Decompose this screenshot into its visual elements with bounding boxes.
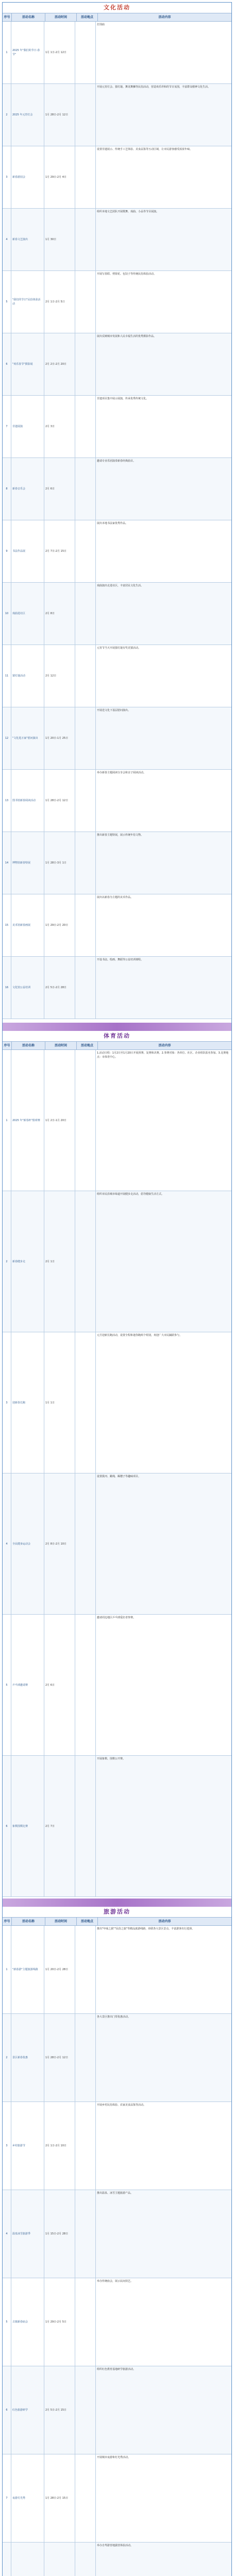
table-row [3, 22, 231, 84]
row-number: 5 [3, 2278, 11, 2366]
activity-time: 1月 20日-1月 25日 [44, 707, 75, 769]
activity-place [75, 2014, 96, 2102]
activity-content: 元旦迎新长跑活动，设置全程和迷你跑两个组别，欢迎广大市民踊跃参与。 [97, 1334, 182, 1337]
row-number: 1 [3, 1926, 11, 2013]
activity-place [75, 832, 96, 894]
header-time: 活动时间 [45, 1918, 77, 1925]
section-2 [3, 1899, 231, 2576]
activity-content: 打围庙 [97, 23, 105, 26]
header-name: 活动名称 [12, 1918, 45, 1925]
activity-content: 组织本地文艺团队开展歌舞、戏曲、小品等节目展演。 [97, 210, 159, 213]
activity-content: 组织市民沿城市绿道开展健步走活动，倡导健康生活方式。 [97, 1193, 164, 1196]
table-row [3, 2366, 231, 2454]
activity-place [75, 146, 96, 208]
row-number: 13 [3, 770, 11, 832]
activity-time: 2月 8日 [44, 583, 75, 645]
table-row [3, 1473, 231, 1615]
activity-time: 1月 28日-2月 12日 [44, 84, 75, 146]
row-number: 3 [3, 1332, 11, 1473]
table-row [3, 209, 231, 271]
table-row [3, 333, 231, 396]
activity-place [75, 396, 96, 457]
activity-name: "我们的节日"民俗体验活动 [11, 271, 44, 333]
table-row [3, 520, 231, 583]
activity-content: 开展元宵灯会、猜灯谜、舞龙舞狮等民俗活动，营造欢乐祥和的节日氛围，丰富群众精神文化生活。 [97, 86, 211, 89]
activity-place [75, 770, 96, 832]
activity-time: 1月 1日 [44, 1332, 75, 1473]
activity-name: 2025 年元宵灯会 [11, 84, 44, 146]
table-body [3, 1050, 231, 1897]
row-number: 5 [3, 1615, 11, 1755]
row-number: 7 [3, 2454, 11, 2542]
activity-name: 景区新春优惠 [11, 2014, 44, 2102]
activity-time: 2月 8日-2月 10日 [44, 1473, 75, 1614]
activity-place [75, 645, 96, 707]
table-row [3, 2102, 231, 2190]
activity-time: 2月 5日-2月 15日 [44, 2366, 75, 2454]
activity-content: 开展写春联、剪窗花、包饺子等传统民俗体验活动。 [97, 273, 157, 276]
activity-content: 举办自驾游营地露营体验活动。 [97, 2544, 133, 2547]
header-content: 活动内容 [158, 1044, 171, 1047]
activity-content: 元宵节当天开展猜灯谜有奖竞猜活动。 [97, 647, 141, 650]
activity-time: 1月 29日-2月 4日 [44, 146, 75, 208]
row-number: 8 [3, 458, 11, 520]
activity-name: 乒乓球邀请赛 [11, 1615, 44, 1755]
activity-time: 1月 29日-2月 20日 [44, 894, 75, 956]
activity-place [75, 1615, 96, 1755]
activity-name: 图书馆新春阅读活动 [11, 770, 44, 832]
activity-content: 展出反映城市发展和人民幸福生活的优秀摄影作品。 [97, 335, 157, 338]
activity-place [75, 2278, 96, 2366]
activity-place [75, 520, 96, 582]
activity-content: 展出本地书法家优秀作品。 [97, 522, 128, 525]
activity-content: 邀请专业乐团演奏新春经典曲目。 [97, 460, 136, 463]
table-row [3, 645, 231, 707]
row-number: 11 [3, 645, 11, 707]
activity-time: 2月 3日 [44, 396, 75, 457]
activity-time: 2月 6日 [44, 458, 75, 520]
header-place: 活动地点 [77, 1042, 98, 1049]
table-row [3, 396, 231, 458]
row-number: 7 [3, 396, 11, 457]
row-number: 4 [3, 2190, 11, 2278]
activity-place [75, 583, 96, 645]
table-row [3, 2278, 231, 2366]
table-row [3, 957, 231, 1019]
activity-content: 推出"年味之旅""民俗之旅"等精品旅游线路，串联各大景区景点，丰富游客出行选择。 [97, 1927, 195, 1930]
activity-place [75, 1756, 96, 1896]
activity-place [75, 1332, 96, 1473]
table-row [3, 1191, 231, 1332]
header-name: 活动名称 [12, 1042, 45, 1049]
table-row [3, 2543, 231, 2576]
activity-name: 古镇新春庙会 [11, 2278, 44, 2366]
activity-content: 戏曲演出走进社区，丰富居民文化生活。 [97, 584, 144, 587]
activity-time: 1月 28日-2月 15日 [44, 2454, 75, 2542]
table-header [3, 1917, 231, 1926]
row-number: 2 [3, 1191, 11, 1332]
row-number: 2 [3, 2014, 11, 2102]
activity-name: 乡村旅游节 [11, 2102, 44, 2190]
row-number: 12 [3, 707, 11, 769]
section-title: 旅游活动 [3, 1907, 231, 1917]
row-number: 1 [3, 22, 11, 83]
table-row [3, 770, 231, 832]
activity-time: 2月 6日 [44, 1615, 75, 1755]
activity-time: 1月 29日-2月 5日 [44, 2278, 75, 2366]
header-content: 活动内容 [158, 1920, 171, 1923]
activity-name: 迎新春长跑 [11, 1332, 44, 1473]
activity-name: 博物馆新春特展 [11, 832, 44, 894]
activity-content: 各大景区推出门票优惠活动。 [97, 2015, 131, 2019]
activity-name: 2025 年"我们的节日·春节" [11, 22, 44, 83]
table-header [3, 1041, 231, 1050]
row-number: 5 [3, 271, 11, 333]
table-body [3, 1926, 231, 2576]
row-number: 3 [3, 146, 11, 208]
activity-place [75, 1050, 96, 1191]
header-content: 活动内容 [158, 15, 171, 19]
activity-time: 1月 30日 [44, 209, 75, 270]
activity-place [75, 333, 96, 395]
activity-content: 开展送文化下基层慰问演出。 [97, 709, 131, 712]
table-row [3, 1332, 231, 1473]
table-row [3, 583, 231, 645]
activity-place [75, 707, 96, 769]
activity-time: 1月 28日-3月 1日 [44, 832, 75, 894]
activity-place [75, 2190, 96, 2278]
activity-name: 红色旅游研学 [11, 2366, 44, 2454]
activity-name: 象棋围棋比赛 [11, 1756, 44, 1896]
activity-time: 1月 15日-2月 28日 [44, 2190, 75, 2278]
section-title: 体育活动 [3, 1031, 231, 1041]
activity-time: 2月 7日 [44, 1756, 75, 1896]
header-no: 序号 [3, 1918, 12, 1925]
activity-name: 书法作品展 [11, 520, 44, 582]
table-row [3, 2454, 231, 2543]
row-number: 16 [3, 957, 11, 1019]
header-time: 活动时间 [45, 1042, 77, 1049]
section-divider [3, 1023, 231, 1031]
activity-time: 1月 28日-2月 12日 [44, 2014, 75, 2102]
table-row [3, 707, 231, 770]
header-place: 活动地点 [77, 13, 98, 21]
activity-content: 举办新春主题阅读分享会和亲子阅读活动。 [97, 771, 146, 774]
activity-name [11, 2543, 44, 2576]
table-row [3, 832, 231, 894]
activity-time: 2月 12日 [44, 645, 75, 707]
row-number: 9 [3, 520, 11, 582]
row-number: 1 [3, 1050, 11, 1191]
activity-content: 展出以新春为主题的美术作品。 [97, 896, 133, 899]
activity-content: 1.活动日程：1月2日至1月20日开展预赛、复赛和决赛。2.参赛对象：各单位、社区、企业组队报名参加。3.比赛地点：市体育中心。 [97, 1052, 229, 1059]
header-name: 活动名称 [12, 13, 45, 21]
row-number: 6 [3, 2366, 11, 2454]
row-number: 4 [3, 209, 11, 270]
row-number: 10 [3, 583, 11, 645]
row-number [3, 2543, 11, 2576]
activity-content: 组织红色教育基地研学旅游活动。 [97, 2368, 136, 2371]
row-number: 6 [3, 333, 11, 395]
activity-content: 开展城市夜游和灯光秀活动。 [97, 2456, 131, 2459]
table-header [3, 13, 231, 22]
activity-content: 开设书法、绘画、舞蹈等公益培训课程。 [97, 958, 144, 961]
table-row [3, 1756, 231, 1897]
activity-place [75, 1926, 96, 2013]
row-number: 14 [3, 832, 11, 894]
header-place: 活动地点 [77, 1918, 98, 1925]
activity-content: 推出温泉、冰雪主题旅游产品。 [97, 2192, 133, 2195]
activity-place [75, 84, 96, 146]
activity-name: 美术馆新春画展 [11, 894, 44, 956]
activity-place [75, 894, 96, 956]
table-row [3, 894, 231, 957]
activity-name: 2025 年"新春杯"篮球赛 [11, 1050, 44, 1191]
table-body [3, 22, 231, 1019]
activity-content: 举办传统庙会，展示民间技艺。 [97, 2280, 133, 2283]
activity-content: 非遗项目集中展示展演，传承优秀传统文化。 [97, 397, 149, 400]
table-row [3, 2190, 231, 2278]
activity-place [75, 1191, 96, 1332]
activity-place [75, 271, 96, 333]
table-row [3, 1615, 231, 1756]
table-row [3, 1050, 231, 1191]
table-row [3, 2014, 231, 2102]
activity-name: "文化进万家"慰问演出 [11, 707, 44, 769]
activity-name: 温泉冰雪旅游季 [11, 2190, 44, 2278]
activity-name: 新春音乐会 [11, 458, 44, 520]
row-number: 4 [3, 1473, 11, 1614]
activity-schedule-page [2, 2, 232, 2576]
row-number: 15 [3, 894, 11, 956]
header-no: 序号 [3, 1042, 12, 1049]
activity-name: 夜游灯光秀 [11, 2454, 44, 2542]
row-number: 2 [3, 84, 11, 146]
activity-time: 1月 2日-1月 20日 [44, 1050, 75, 1191]
activity-name: 新春文艺演出 [11, 209, 44, 270]
activity-time: 2月 7日-2月 15日 [44, 520, 75, 582]
activity-place [75, 2543, 96, 2576]
activity-time: 2月 1日-2月 10日 [44, 2102, 75, 2190]
table-row [3, 458, 231, 520]
activity-place [75, 2454, 96, 2542]
activity-time: 1月 20日-2月 28日 [44, 1926, 75, 2013]
activity-content: 推出新春主题特展，展示传统年俗文物。 [97, 834, 144, 837]
activity-name: 全民健身运动会 [11, 1473, 44, 1614]
activity-name: "欢乐春节"摄影展 [11, 333, 44, 395]
activity-content: 开展乡村民俗体验、农家美食品鉴等活动。 [97, 2104, 146, 2107]
activity-place [75, 1473, 96, 1614]
activity-place [75, 458, 96, 520]
activity-name: 文化馆公益培训 [11, 957, 44, 1019]
table-row [3, 146, 231, 209]
activity-place [75, 2102, 96, 2190]
activity-time: 2月 2日-2月 20日 [44, 333, 75, 395]
activity-name: 非遗展演 [11, 396, 44, 457]
activity-name: 猜灯谜活动 [11, 645, 44, 707]
header-time: 活动时间 [45, 13, 77, 21]
row-number: 3 [3, 2102, 11, 2190]
section-title: 文化活动 [3, 3, 231, 13]
activity-time [44, 2543, 75, 2576]
section-divider [3, 1899, 231, 1907]
activity-name: 新春游园会 [11, 146, 44, 208]
activity-name: 新春健步走 [11, 1191, 44, 1332]
activity-content: 开展象棋、围棋公开赛。 [97, 1757, 126, 1760]
section-1 [3, 1023, 231, 1899]
activity-time: 2月 1日 [44, 1191, 75, 1332]
section-0 [3, 3, 231, 1023]
table-row [3, 271, 231, 333]
activity-place [75, 2366, 96, 2454]
activity-name: "新春游"主题旅游线路 [11, 1926, 44, 2013]
activity-content: 设置非遗展示、传统手工艺体验、美食品鉴等互动区域，让市民游客感受浓浓年味。 [97, 148, 193, 151]
activity-place [75, 209, 96, 270]
activity-name: 戏曲进社区 [11, 583, 44, 645]
activity-content: 设置拔河、跳绳、踢毽子等趣味项目。 [97, 1475, 141, 1478]
activity-place [75, 22, 96, 83]
row-number: 6 [3, 1756, 11, 1896]
table-row [3, 84, 231, 146]
activity-time: 1月 28日-2月 12日 [44, 770, 75, 832]
activity-time: 2月 1日-2月 5日 [44, 271, 75, 333]
table-row [3, 1926, 231, 2014]
activity-content: 邀请周边地区乒乓球爱好者参赛。 [97, 1616, 136, 1619]
activity-time: 1月 1日-2月 12日 [44, 22, 75, 83]
activity-place [75, 957, 96, 1019]
header-no: 序号 [3, 13, 12, 21]
activity-time: 2月 5日-2月 28日 [44, 957, 75, 1019]
